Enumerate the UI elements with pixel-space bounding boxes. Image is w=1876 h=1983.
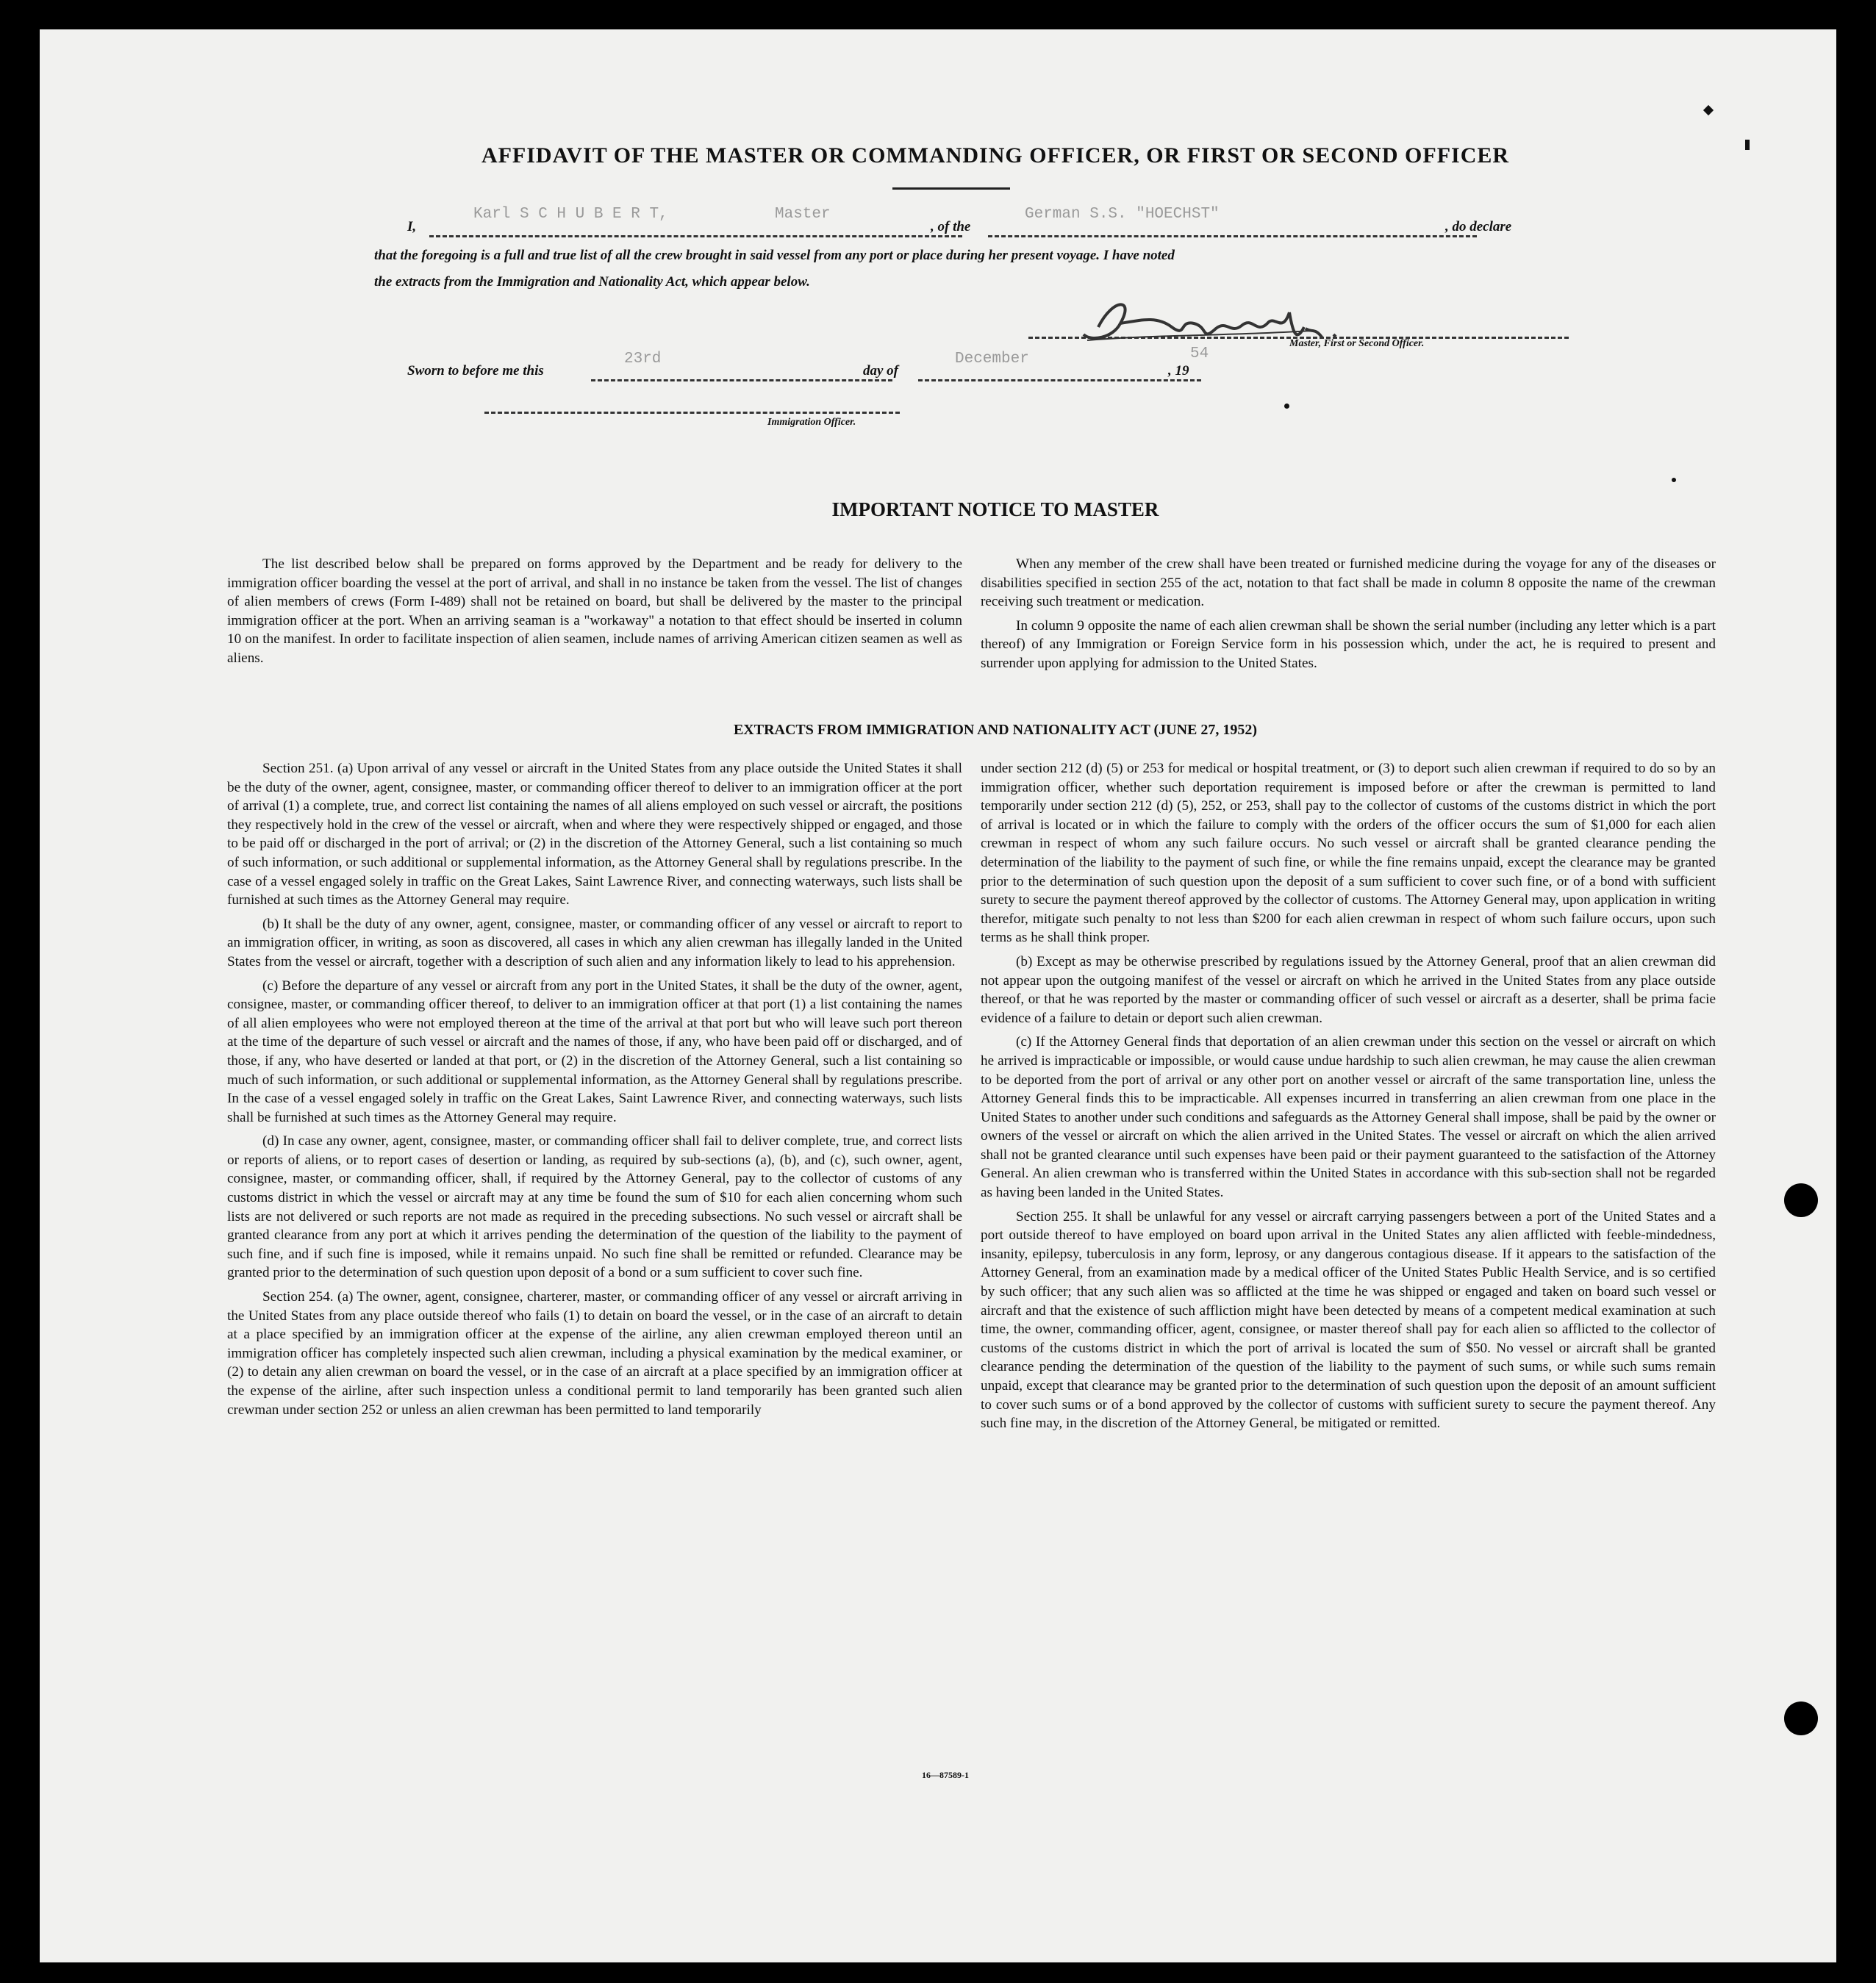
document-page	[40, 29, 1836, 1962]
scan-speck	[1745, 140, 1750, 150]
year-prefix: , 19	[1168, 363, 1189, 379]
vessel-line	[988, 235, 1477, 237]
notice-left-paragraph: The list described below shall be prepared on forms approved by the Department and be ready for delivery to the immigration officer boarding the vessel at the port of arrival, and shall in no instance be taken from the vessel. The list of changes of alien members of crews (Form I-489) shall not be retained on board, but shall be delivered by the master to the principal immigration officer at the port. When an arriving seaman is a "workaway" a notation to that effect should be inserted in column 10 on the manifest. In order to facilitate inspection of alien seamen, include names of arriving American citizen seamen as well as aliens.	[227, 556, 962, 666]
sworn-day: 23rd	[624, 351, 662, 367]
notice-right-paragraph-1: When any member of the crew shall have been treated or furnished medicine during the voyage for any of the diseases or disabilities specified in section 255 of the act, notation to that fact shall be made in column 8 opposite the name of the crewman receiving such treatment or medication.	[981, 556, 1716, 610]
extract-section-251d: (d) In case any owner, agent, consignee, master, or commanding officer shall fail to deliver complete, true, and correct lists or reports of aliens, or to report cases of desertion or landing, as required by sub-sections (a), (b), and (c), such owner, agent, consignee, master, or commanding officer, shall, if required by the Attorney General, pay to the collector of customs of any customs district in which the vessel or aircraft may at any time be found the sum of $10 for each alien concerning whom such lists are not delivered or such reports are not made as required in the preceding subsections. No such vessel or aircraft shall be granted clearance from any port at which it arrives pending the determination of the question of the liability to the payment of such fine, and if such fine is imposed, while it remains unpaid. No such fine shall be remitted or refunded. Clearance may be granted prior to the determination of such question upon deposit of a bond or a sum sufficient to cover such fine.	[227, 1133, 962, 1281]
extracts-left-column	[227, 759, 962, 1424]
extract-section-255: Section 255. It shall be unlawful for any vessel or aircraft carrying passengers between a port of the United States and a port outside thereof to have employed on board upon arrival in the United States any alien afflicted with feeble-mindedness, insanity, epilepsy, tuberculosis in any form, leprosy, or any dangerous contagious disease. If it appears to the satisfaction of the Attorney General, from an examination made by a medical officer of the United States Public Health Service, and is so certified by such officer; that any such alien was so afflicted at the time he was shipped or engaged and taken on board such vessel or aircraft and that the existence of such affliction might have been detected by means of a competent medical examination at such time, the owner, commanding officer, agent, consignee, or master thereof shall pay for each alien so afflicted to the collector of customs of the customs district in which the port of arrival is located the sum of $50. No vessel or aircraft shall be granted clearance pending the determination of the question of the liability to the payment of such sums, or while such sums remain unpaid, except that clearance may be granted prior to the determination of such question upon the deposit of an amount sufficient to cover such sums or of a bond approved by the collector of customs with sufficient surety to secure the payment thereof. Any such fine may, in the discretion of the Attorney General, be mitigated or remitted.	[981, 1208, 1716, 1432]
extract-section-254a-cont: under section 212 (d) (5) or 253 for medical or hospital treatment, or (3) to deport such alien crewman if required to do so by an immigration officer, whether such deportation requirement is imposed before or after the crewman is permitted to land temporarily under section 212 (d) (5), 252, or 253, shall pay to the collector of customs of the customs district in which the port of arrival is located or in which the failure to comply with the orders of the officer occurs the sum of $1,000 for each alien crewman in respect of whom any such failure occurs. No such vessel or aircraft shall be granted clearance pending the determination of the liability to the payment of such fine, or while the fine remains unpaid, except the clearance may be granted prior to the determination of such question upon the deposit of a sum sufficient to cover such fine, or of a bond with sufficient surety to secure the payment thereof approved by the collector of customs. The Attorney General may, upon application in writing therefor, mitigate such penalty to not less than $200 for each alien crewman in respect of whom such failure occurs, upon such terms as he shall think proper.	[981, 761, 1716, 946]
declaration-line-1: that the foregoing is a full and true list of all the crew brought in said vessel from any port or place during her present voyage. I have noted	[374, 248, 1175, 263]
of-the-label: , of the	[931, 219, 971, 234]
master-name: Karl S C H U B E R T,	[473, 206, 668, 223]
notice-right-column	[981, 555, 1716, 678]
title-underline	[892, 187, 1010, 190]
extract-section-251c: (c) Before the departure of any vessel or aircraft from any port in the United States, it shall be the duty of the owner, agent, consignee, master, or commanding officer thereof, to deliver to an immigration officer at that port (1) a list containing the names of all alien employees who were not employed thereon at the time of the arrival at that port but who will leave such port thereon at the time of the departure of such vessel or aircraft and the names of those, if any, who have been paid off or discharged, and of those, if any, who have deserted or landed at that port, or (2) in the discretion of the Attorney General, such a list containing so much of such information, or such additional or supplemental information, as the Attorney General shall by regulations prescribe. In the case of a vessel engaged solely in traffic on the Great Lakes, Saint Lawrence River, and connecting waterways, such lists shall be furnished at such times as the Attorney General may require.	[227, 978, 962, 1125]
form-code: 16—87589-1	[922, 1770, 969, 1780]
extract-section-251b: (b) It shall be the duty of any owner, agent, consignee, master, or commanding officer of any vessel or aircraft to report to an immigration officer, in writing, as soon as discovered, all cases in which any alien crewman has illegally landed in the United States from the vessel or aircraft, together with a description of such alien and any information likely to lead to his apprehension.	[227, 916, 962, 969]
scan-speck	[1672, 478, 1676, 482]
scan-speck	[1284, 404, 1289, 409]
vessel-name: German S.S. "HOECHST"	[1025, 206, 1220, 223]
signature-image	[1069, 283, 1363, 364]
scan-speck	[1703, 105, 1714, 115]
sworn-month: December	[955, 351, 1029, 367]
sworn-year: 54	[1190, 345, 1209, 362]
extract-section-251a: Section 251. (a) Upon arrival of any vessel or aircraft in the United States from any place outside the United States it shall be the duty of the owner, agent, consignee, master, or commanding officer thereof to deliver to an immigration officer at the port of arrival (1) a complete, true, and correct list containing the names of all aliens employed on such vessel or aircraft, the positions they respectively hold in the crew of the vessel or aircraft, when and where they were respectively shipped or engaged, and those to be paid off or discharged in the port of arrival; or (2) in the discretion of the Attorney General, such a list containing so much of such information, or such additional or supplemental information, as the Attorney General shall by regulations prescribe. In the case of a vessel engaged solely in traffic on the Great Lakes, Saint Lawrence River, and connecting waterways, such lists shall be furnished at such times as the Attorney General may require.	[227, 761, 962, 908]
officer-caption: Immigration Officer.	[767, 417, 856, 428]
punch-hole	[1784, 1183, 1818, 1217]
notice-title: IMPORTANT NOTICE TO MASTER	[831, 498, 1159, 520]
punch-hole	[1784, 1701, 1818, 1735]
master-rank: Master	[775, 206, 831, 223]
do-declare-label: , do declare	[1445, 219, 1512, 234]
declaration-line-2: the extracts from the Immigration and Nationality Act, which appear below.	[374, 274, 810, 290]
extract-section-254b: (b) Except as may be otherwise prescribed by regulations issued by the Attorney General, proof that an alien crewman did not appear upon the outgoing manifest of the vessel or aircraft on which he arrived in the United States from any place outside thereof, or that he was reported by the master or commanding officer of such vessel or aircraft as a deserter, shall be prima facie evidence of a failure to detain or deport such alien crewman.	[981, 953, 1716, 1026]
month-line	[918, 379, 1201, 381]
officer-line	[484, 412, 900, 414]
name-line	[429, 235, 962, 237]
day-line	[591, 379, 892, 381]
notice-right-paragraph-2: In column 9 opposite the name of each alien crewman shall be shown the serial number (including any letter which is a part thereof) of any Immigration or Foreign Service form in his possession which, under the act, he is required to present and surrender upon applying for admission to the United States.	[981, 617, 1716, 671]
notice-left-column	[227, 555, 962, 673]
extracts-title: EXTRACTS FROM IMMIGRATION AND NATIONALITY ACT (JUNE 27, 1952)	[733, 722, 1258, 738]
i-label: I,	[407, 219, 417, 234]
affidavit-title: AFFIDAVIT OF THE MASTER OR COMMANDING OFFICER, OR FIRST OR SECOND OFFICER	[481, 143, 1510, 168]
sworn-label: Sworn to before me this	[407, 363, 544, 379]
extract-section-254a: Section 254. (a) The owner, agent, consignee, charterer, master, or commanding officer of any vessel or aircraft arriving in the United States from any place outside thereof who fails (1) to detain on board the vessel, or in the case of an aircraft to detain at a place specified by an immigration officer at the expense of the airline, any alien crewman employed thereon until an immigration officer has completely inspected such alien crewman, including a physical examination by the medical examiner, or (2) to detain any alien crewman on board the vessel, or in the case of an aircraft at a place specified by an immigration officer at the expense of the airline, after such inspection unless a conditional permit to land temporarily has been granted such alien crewman under section 252 or unless an alien crewman has been permitted to land temporarily	[227, 1289, 962, 1418]
extracts-right-column	[981, 759, 1716, 1438]
signature-caption: Master, First or Second Officer.	[1289, 338, 1425, 349]
extract-section-254c: (c) If the Attorney General finds that deportation of an alien crewman under this section on the vessel or aircraft on which he arrived is impracticable or impossible, or would cause undue hardship to such alien crewman, he may cause the alien crewman to be deported from the port of arrival or any other port on another vessel or aircraft of the same transportation line, unless the Attorney General finds this to be impracticable. All expenses incurred in transferring an alien crewman from one place in the United States to another under such conditions and safeguards as the Attorney General shall impose, shall be paid by the owner or owners of the vessel or aircraft on which the alien arrived in the United States. The vessel or aircraft on which the alien arrived shall not be granted clearance until such expenses have been paid or their payment guaranteed to the satisfaction of the Attorney General. An alien crewman who is transferred within the United States in accordance with this sub-section shall not be regarded as having been landed in the United States.	[981, 1034, 1716, 1201]
day-of-label: day of	[863, 363, 899, 379]
